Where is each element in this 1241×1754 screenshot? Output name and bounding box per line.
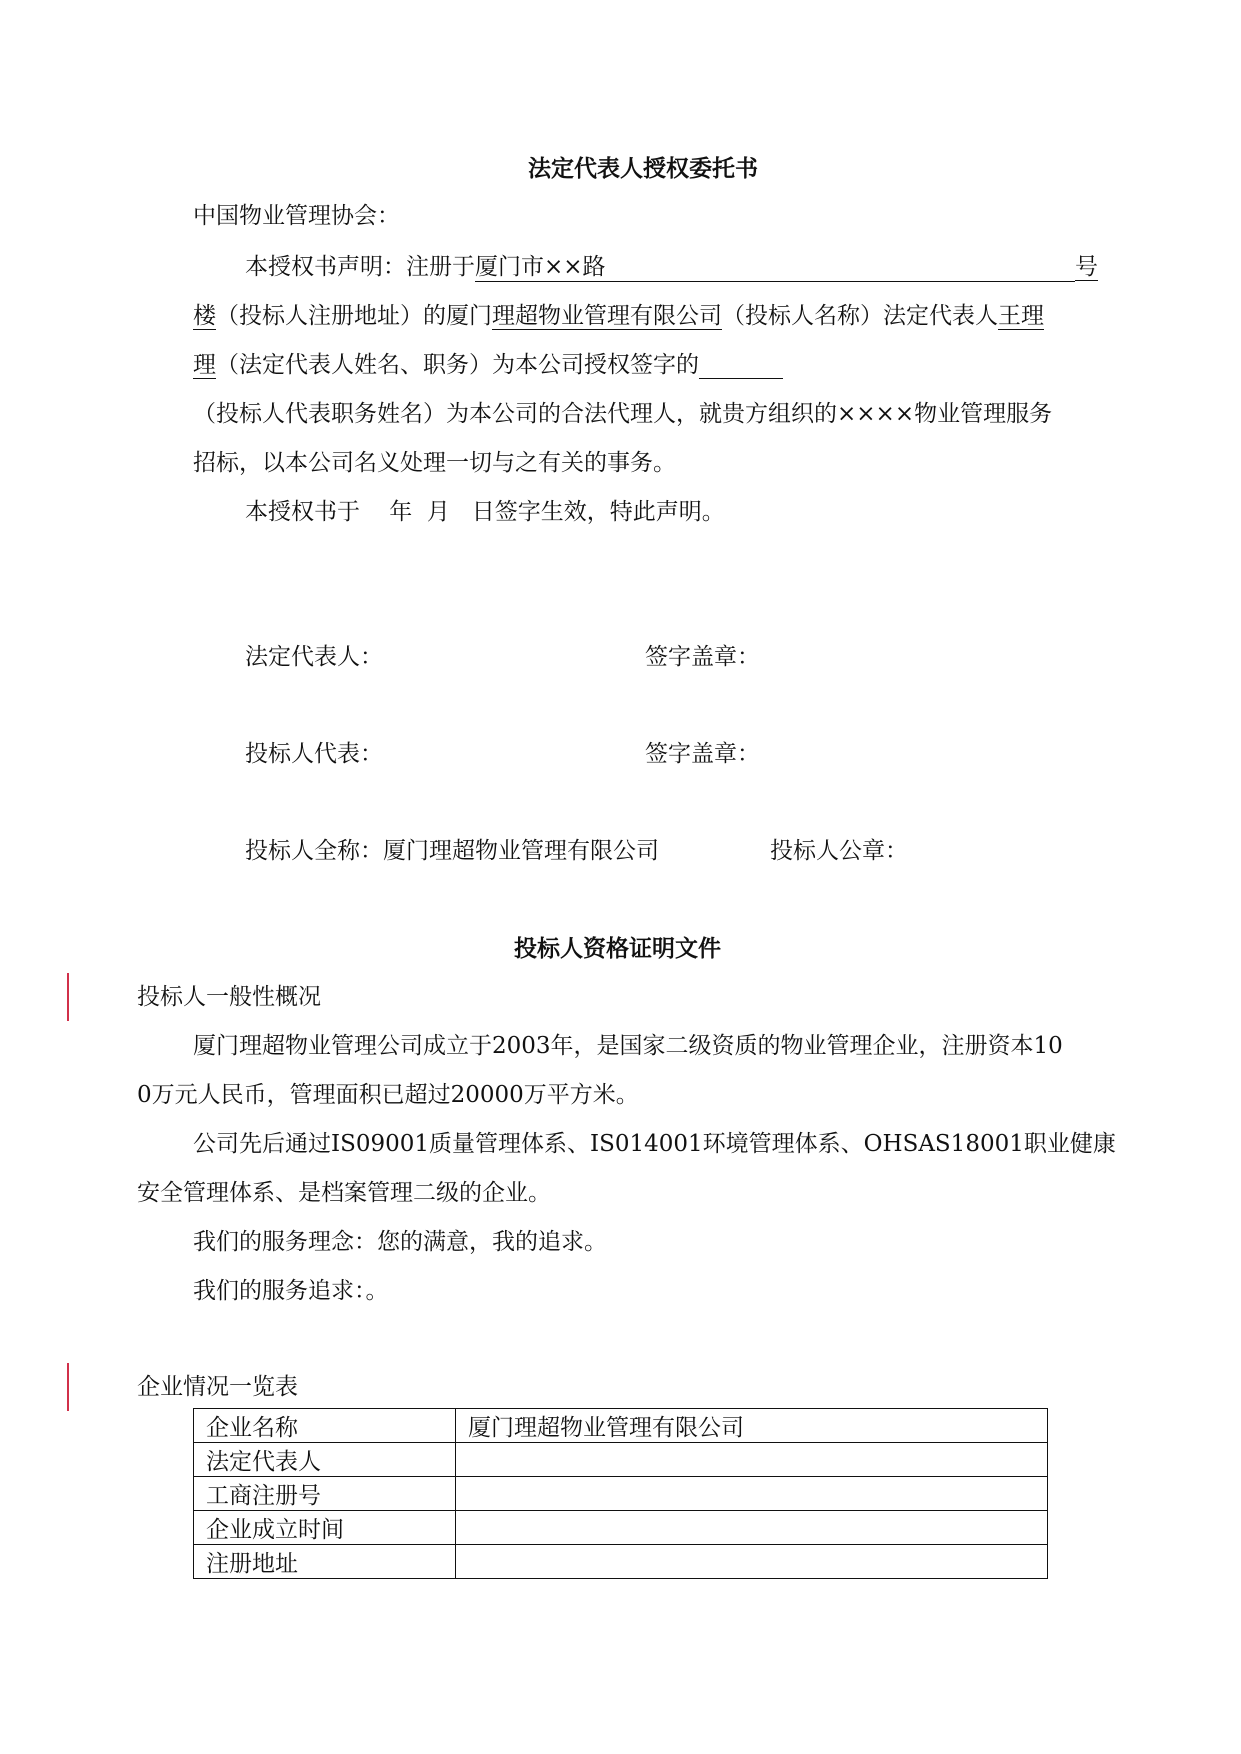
table-cell-label: 工商注册号: [194, 1477, 456, 1511]
table-cell-label: 企业成立时间: [194, 1511, 456, 1545]
effective-date-line: 本授权书于 年 月 日签字生效，特此声明。: [245, 499, 725, 525]
service-philosophy: 我们的服务理念：您的满意，我的追求。: [193, 1229, 607, 1255]
declaration-line-5: 招标，以本公司名义处理一切与之有关的事务。: [193, 450, 676, 476]
overview-para2-line1: 公司先后通过IS09001质量管理体系、IS014001环境管理体系、OHSAS18001职业健康: [193, 1131, 1116, 1157]
table-cell-label: 注册地址: [194, 1545, 456, 1579]
declaration-prefix-xia: 厦门: [446, 303, 492, 329]
section-company-overview-heading: 企业情况一览表: [137, 1374, 298, 1400]
bidder-company-name: 理超物业管理有限公司: [492, 303, 722, 329]
registered-address: 厦门市××路: [475, 254, 606, 280]
table-row: [194, 1409, 1048, 1443]
margin-change-mark-2: [67, 1363, 69, 1411]
company-info-table: [193, 1408, 1048, 1579]
section-general-overview-heading: 投标人一般性概况: [137, 984, 321, 1010]
service-pursuit: 我们的服务追求：。: [193, 1278, 389, 1304]
signature-bidder-rep-label: 投标人代表：: [245, 741, 383, 767]
table-cell-value: [456, 1511, 1048, 1545]
authorized-signer-blank: [699, 352, 783, 379]
margin-change-mark-1: [67, 973, 69, 1021]
table-cell-label: 法定代表人: [194, 1443, 456, 1477]
table-cell-value: [456, 1545, 1048, 1579]
table-cell-value: 厦门理超物业管理有限公司: [456, 1409, 1048, 1443]
authorization-title: 法定代表人授权委托书: [528, 155, 758, 182]
legal-rep-name-part1: 王理: [998, 303, 1044, 329]
declaration-text-b: （投标人名称）法定代表人: [722, 303, 998, 329]
signature-legal-rep-label: 法定代表人：: [245, 644, 383, 670]
declaration-line-2: [193, 297, 1044, 330]
address-hao: 号: [1075, 254, 1098, 280]
declaration-line-4: （投标人代表职务姓名）为本公司的合法代理人，就贵方组织的××××物业管理服务: [193, 401, 1053, 427]
addressee: 中国物业管理协会：: [193, 203, 400, 229]
address-lou: 楼: [193, 303, 216, 329]
declaration-line-1: [245, 248, 1098, 282]
table-row: [194, 1443, 1048, 1477]
table-cell-value: [456, 1477, 1048, 1511]
declaration-text-c: （法定代表人姓名、职务）为本公司授权签字的: [216, 352, 699, 378]
overview-para2-line2: 安全管理体系、是档案管理二级的企业。: [137, 1180, 551, 1206]
declaration-text-a: （投标人注册地址）的: [216, 303, 446, 329]
registered-address-blank: [475, 248, 1075, 282]
bidder-full-name: 投标人全称：厦门理超物业管理有限公司: [245, 838, 659, 864]
declaration-intro: 本授权书声明：注册于: [245, 254, 475, 280]
legal-rep-name-part2: 理: [193, 352, 216, 378]
table-row: [194, 1511, 1048, 1545]
qualification-title: 投标人资格证明文件: [514, 935, 721, 962]
signature-stamp-label-2: 签字盖章：: [645, 741, 760, 767]
overview-para1-line1: 厦门理超物业管理公司成立于2003年，是国家二级资质的物业管理企业，注册资本10: [193, 1033, 1063, 1059]
table-cell-label: 企业名称: [194, 1409, 456, 1443]
table-row: [194, 1545, 1048, 1579]
declaration-line-3: [193, 346, 783, 379]
table-row: [194, 1477, 1048, 1511]
overview-para1-line2: 0万元人民币，管理面积已超过20000万平方米。: [137, 1082, 639, 1108]
table-cell-value: [456, 1443, 1048, 1477]
bidder-seal-label: 投标人公章：: [770, 838, 908, 864]
signature-stamp-label-1: 签字盖章：: [645, 644, 760, 670]
